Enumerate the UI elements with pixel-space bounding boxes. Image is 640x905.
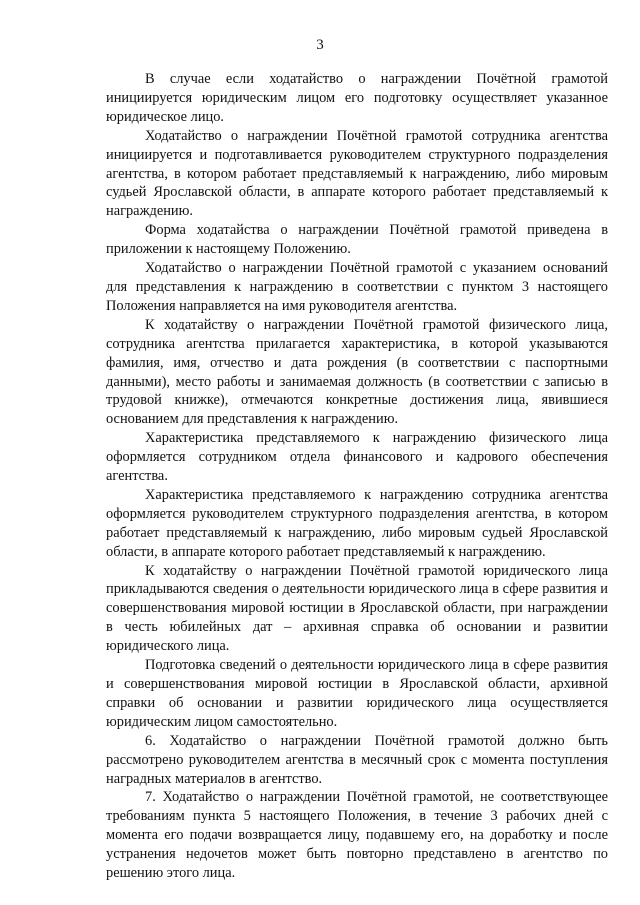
paragraph-legal-entity-preparation: Подготовка сведений о деятельности юридического лица в сфере развития и совершенствования мировой юстиции в Ярославской области, архивной справки об основании и развитии юридического лица осуществляется юридическим лицом самостоятельно. [106, 657, 608, 730]
paragraph-legal-entity-documents: К ходатайству о награждении Почётной грамотой юридического лица прикладываются сведения о деятельности юридического лица в сфере развития и совершенствования мировой юстиции в Ярославской области, при награждении в честь юбилейных дат – архивная справка об основании и развитии юридического лица. [106, 562, 608, 655]
paragraph-legal-entity-initiation: В случае если ходатайство о награждении Почётной грамотой инициируется юридическим лицом его подготовку осуществляет указанное юридическое лицо. [106, 71, 608, 125]
paragraph-characteristic-individual: Характеристика представляемого к награждению физического лица оформляется сотрудником отдела финансового и кадрового обеспечения агентства. [106, 430, 608, 485]
paragraph-characteristic-contents: К ходатайству о награждении Почётной грамотой физического лица, сотрудника агентства прилагается характеристика, в которой указываются фамилия, имя, отчество и дата рождения (в соответствии с паспортными данными), место работы и занимаемая должность (в соответствии с записью в трудовой книжке), отмечаются конкретные достижения лица, явившиеся основанием для представления к награждению. [106, 316, 608, 428]
paragraph-form-appendix: Форма ходатайства о награждении Почётной грамотой приведена в приложении к настоящему Положению. [106, 222, 608, 258]
paragraph-item-7: 7. Ходатайство о награждении Почётной грамотой, не соответствующее требованиям пункта 5 настоящего Положения, в течение 3 рабочих дней с момента его подачи возвращается лицу, подавшему его, на доработку и после устранения недочетов может быть повторно представлено в агентство по решению этого лица. [106, 789, 608, 882]
paragraph-item-6: 6. Ходатайство о награждении Почётной грамотой должно быть рассмотрено руководителем агентства в месячный срок с момента поступления наградных материалов в агентство. [106, 732, 608, 787]
paragraph-employee-initiation: Ходатайство о награждении Почётной грамотой сотрудника агентства инициируется и подготавливается руководителем структурного подразделения агентства, в котором работает представляемый к награждению, либо мировым судьей Ярославской области, в аппарате которого работает представляемый к награждению. [106, 127, 608, 220]
document-body [106, 70, 608, 883]
paragraph-characteristic-employee: Характеристика представляемого к награждению сотрудника агентства оформляется руководителем структурного подразделения агентства, в котором работает представляемый к награждению, либо мировым судьей Ярославской области, в аппарате которого работает представляемый к награждению. [106, 486, 608, 560]
page-number: 3 [316, 37, 324, 53]
paragraph-submission: Ходатайство о награждении Почётной грамотой с указанием оснований для представления к награждению в соответствии с пунктом 3 настоящего Положения направляется на имя руководителя агентства. [106, 260, 608, 314]
